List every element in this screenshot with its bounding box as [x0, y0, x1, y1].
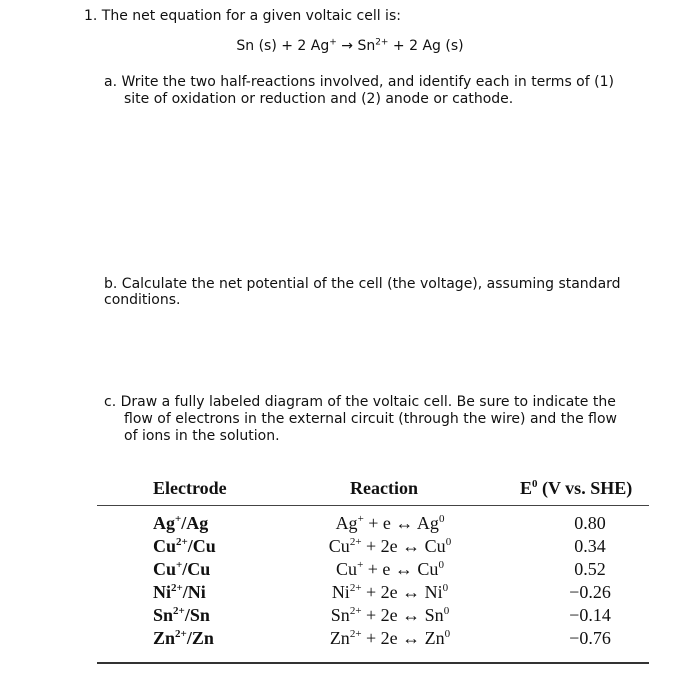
electrode-symbol: Sn: [153, 605, 174, 625]
electrode-charge: 2+: [176, 536, 188, 548]
electrode-metal: /Cu: [187, 536, 216, 556]
electrode-cell: [153, 535, 216, 558]
header-potential-units: (V vs. SHE): [537, 478, 633, 498]
equation-part: → Sn: [336, 38, 376, 54]
electrode-metal: /Zn: [186, 628, 214, 648]
part-b-line1: b. Calculate the net potential of the cell (the voltage), assuming standard: [104, 276, 621, 292]
potential-cell: 0.80: [574, 513, 606, 533]
electrode-cell: [153, 627, 216, 650]
equation-part: + 2 Ag (s): [388, 38, 464, 54]
reaction-charge: 2+: [349, 582, 362, 594]
potential-cell: −0.14: [569, 605, 611, 625]
electrode-charge: +: [176, 559, 183, 571]
header-electrode: Electrode: [153, 478, 227, 498]
question-title: 1. The net equation for a given voltaic cell is:: [84, 8, 401, 24]
reaction-column: [290, 512, 490, 650]
reaction-oxidation-state: 0: [445, 536, 452, 548]
electrode-symbol: Cu: [153, 536, 177, 556]
equation-charge: 2+: [375, 37, 389, 48]
electrode-symbol: Ag: [153, 513, 175, 533]
reaction-oxidation-state: 0: [443, 605, 450, 617]
reaction-rest: + e ↔ Ag: [363, 513, 439, 533]
part-c-line3: of ions in the solution.: [124, 428, 280, 444]
electrode-metal: /Ni: [182, 582, 206, 602]
electrode-cell: [153, 581, 216, 604]
reaction-charge: +: [357, 559, 364, 571]
reaction-cell: [290, 535, 490, 558]
reaction-cell: [290, 558, 490, 581]
net-equation: [0, 38, 700, 55]
header-potential-symbol: E: [520, 478, 533, 498]
electrode-charge: 2+: [175, 628, 187, 640]
reaction-cell: [290, 627, 490, 650]
reaction-cell: [290, 512, 490, 535]
reaction-charge: 2+: [349, 605, 362, 617]
header-reaction: Reaction: [350, 478, 418, 498]
reaction-charge: 2+: [349, 628, 362, 640]
reaction-rest: + e ↔ Cu: [363, 559, 439, 579]
reaction-ion: Ag: [335, 513, 358, 533]
reaction-ion: Ni: [331, 582, 350, 602]
potential-column: [540, 512, 640, 650]
electrode-cell: [153, 558, 216, 581]
electrode-charge: 2+: [171, 582, 183, 594]
reaction-oxidation-state: 0: [438, 513, 445, 525]
part-b-line2: conditions.: [104, 292, 181, 308]
reaction-ion: Cu: [336, 559, 358, 579]
electrode-charge: +: [175, 513, 182, 525]
header-rule: [97, 505, 649, 506]
electrode-metal: /Cu: [182, 559, 211, 579]
potential-cell: −0.76: [569, 628, 611, 648]
reaction-rest: + 2e ↔ Zn: [361, 628, 445, 648]
potential-cell: −0.26: [569, 582, 611, 602]
part-c-line1: c. Draw a fully labeled diagram of the voltaic cell. Be sure to indicate the: [104, 394, 616, 410]
part-a-line2: site of oxidation or reduction and (2) anode or cathode.: [124, 91, 514, 107]
reaction-oxidation-state: 0: [438, 559, 444, 571]
electrode-symbol: Zn: [153, 628, 176, 648]
reaction-rest: + 2e ↔ Ni: [361, 582, 443, 602]
electrode-cell: [153, 512, 216, 535]
reaction-ion: Sn: [330, 605, 350, 625]
header-potential: [520, 478, 632, 499]
electrode-symbol: Ni: [153, 582, 171, 602]
electrode-metal: /Sn: [184, 605, 210, 625]
reaction-charge: 2+: [349, 536, 362, 548]
part-c-line2: flow of electrons in the external circuit (through the wire) and the flow: [124, 411, 618, 427]
reaction-oxidation-state: 0: [442, 582, 449, 594]
bottom-rule: [97, 662, 649, 664]
electrode-column: [153, 512, 216, 650]
reaction-cell: [290, 581, 490, 604]
potential-cell: 0.52: [574, 559, 606, 579]
reaction-oxidation-state: 0: [444, 628, 451, 640]
reaction-rest: + 2e ↔ Sn: [361, 605, 444, 625]
electrode-metal: /Ag: [181, 513, 209, 533]
equation-part: Sn (s) + 2 Ag: [236, 38, 330, 54]
reaction-rest: + 2e ↔ Cu: [361, 536, 446, 556]
electrode-symbol: Cu: [153, 559, 177, 579]
reaction-ion: Cu: [328, 536, 350, 556]
part-a-line1: a. Write the two half-reactions involved, and identify each in terms of (1): [104, 74, 614, 90]
header-potential-superscript: 0: [532, 478, 538, 490]
electrode-charge: 2+: [173, 605, 185, 617]
reaction-ion: Zn: [329, 628, 350, 648]
reaction-cell: [290, 604, 490, 627]
potential-cell: 0.34: [574, 536, 606, 556]
electrode-cell: [153, 604, 216, 627]
reaction-charge: +: [357, 513, 364, 525]
equation-charge: +: [329, 37, 337, 48]
